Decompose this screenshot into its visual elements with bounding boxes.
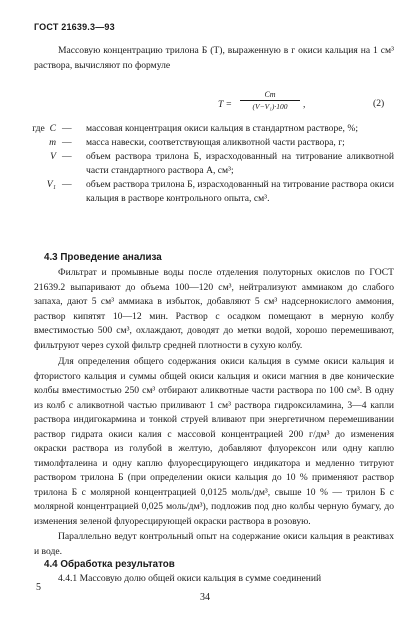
definition-prefix: где	[32, 123, 45, 134]
paragraph-control-test: Параллельно ведут контрольный опыт на содержание окиси кальция в реактивах и воде.	[34, 531, 394, 557]
page-number: 34	[200, 592, 210, 603]
definition-dash: —	[62, 151, 72, 162]
definition-dash: —	[62, 123, 72, 134]
margin-number: 5	[36, 582, 41, 593]
definition-item	[34, 178, 394, 206]
formula-denominator: (V−V₁)·100	[252, 102, 288, 111]
definition-symbol: V	[50, 151, 56, 162]
paragraph-analysis-2: Для определения общего содержания окиси кальция в сумме окиси кальция и фтористого кальция и суммы общей окиси кальция и окиси магния в две конические колбы вместимостью 250 см³ отбирают аликвотные части раствора по 100 см³. В одну из колб с аликвотной частью приливают 1 см³ раствора гидроксиламина, 3—4 капли раствора индигокармина и тонкой струей вливают при энергетичном перемешивании раствор гидрата окиси калия с массовой концентрацией 200 г/дм³ до изменения окраски раствора из голубой в желтую, добавляют флуорексон или одну каплю тимолфталеина и одну каплю флуоресцирующего индикатора и медленно титруют раствором трилона Б (при определении окиси кальция до 10 % применяют раствор трилона Б с молярной концентрацией 0,0125 моль/дм³, свыше 10 % — трилон Б с молярной концентрацией 0,025 моль/дм³), подложив под дно колбы черную бумагу, до изменения зеленой флуоресцирующей окраски раствора в розовую.	[34, 356, 394, 527]
formula-lhs: T =	[218, 99, 233, 110]
definition-item	[34, 122, 394, 136]
definition-dash: —	[62, 137, 72, 148]
definition-text: объем раствора трилона Б, израсходованный на титрование аликвотной части стандартного раствора А, см³;	[86, 151, 394, 176]
formula-numerator: Cm	[240, 90, 300, 101]
definition-dash: —	[62, 179, 72, 190]
formula-fraction	[240, 90, 300, 111]
paragraph-4-4-1: 4.4.1 Массовую долю общей окиси кальция в сумме соединений	[58, 573, 322, 584]
definition-symbol: m	[49, 137, 56, 148]
document-header: ГОСТ 21639.3—93	[34, 22, 115, 32]
definition-item	[34, 150, 394, 178]
formula-comma: ,	[303, 99, 306, 110]
formula-2	[0, 90, 414, 120]
section-heading-4-4: 4.4 Обработка результатов	[44, 559, 175, 570]
definition-text: объем раствора трилона Б, израсходованный на титрование раствора окиси кальция в растворе контрольного опыта, см³.	[86, 179, 394, 204]
definition-text: масса навески, соответствующая аликвотной части раствора, г;	[86, 137, 345, 148]
definition-symbol: C	[49, 123, 56, 134]
definition-text: массовая концентрация окиси кальция в стандартном растворе, %;	[86, 123, 358, 134]
definitions-list	[34, 122, 394, 206]
formula-number: (2)	[373, 98, 385, 109]
definition-item	[34, 136, 394, 150]
intro-paragraph: Массовую концентрацию трилона Б (T), выраженную в г окиси кальция на 1 см³ раствора, вычисляют по формуле	[34, 45, 394, 71]
definition-symbol: V₁	[46, 179, 56, 190]
paragraph-analysis-1: Фильтрат и промывные воды после отделения полуторных окислов по ГОСТ 21639.2 выпаривают до объема 100—120 см³, нейтрализуют аммиаком до слабого запаха, дают 5 см³ аммиака в избыток, добавляют 5 см³ надсернокислого аммония, раствор кипятят 10—12 мин. Раствор с осадком помещают в мерную колбу вместимостью 500 см³, охлаждают, доводят до метки водой, хорошо перемешивают, фильтруют через сухой фильтр средней плотности в сухую колбу.	[34, 267, 394, 351]
section-heading-4-3: 4.3 Проведение анализа	[44, 252, 162, 263]
